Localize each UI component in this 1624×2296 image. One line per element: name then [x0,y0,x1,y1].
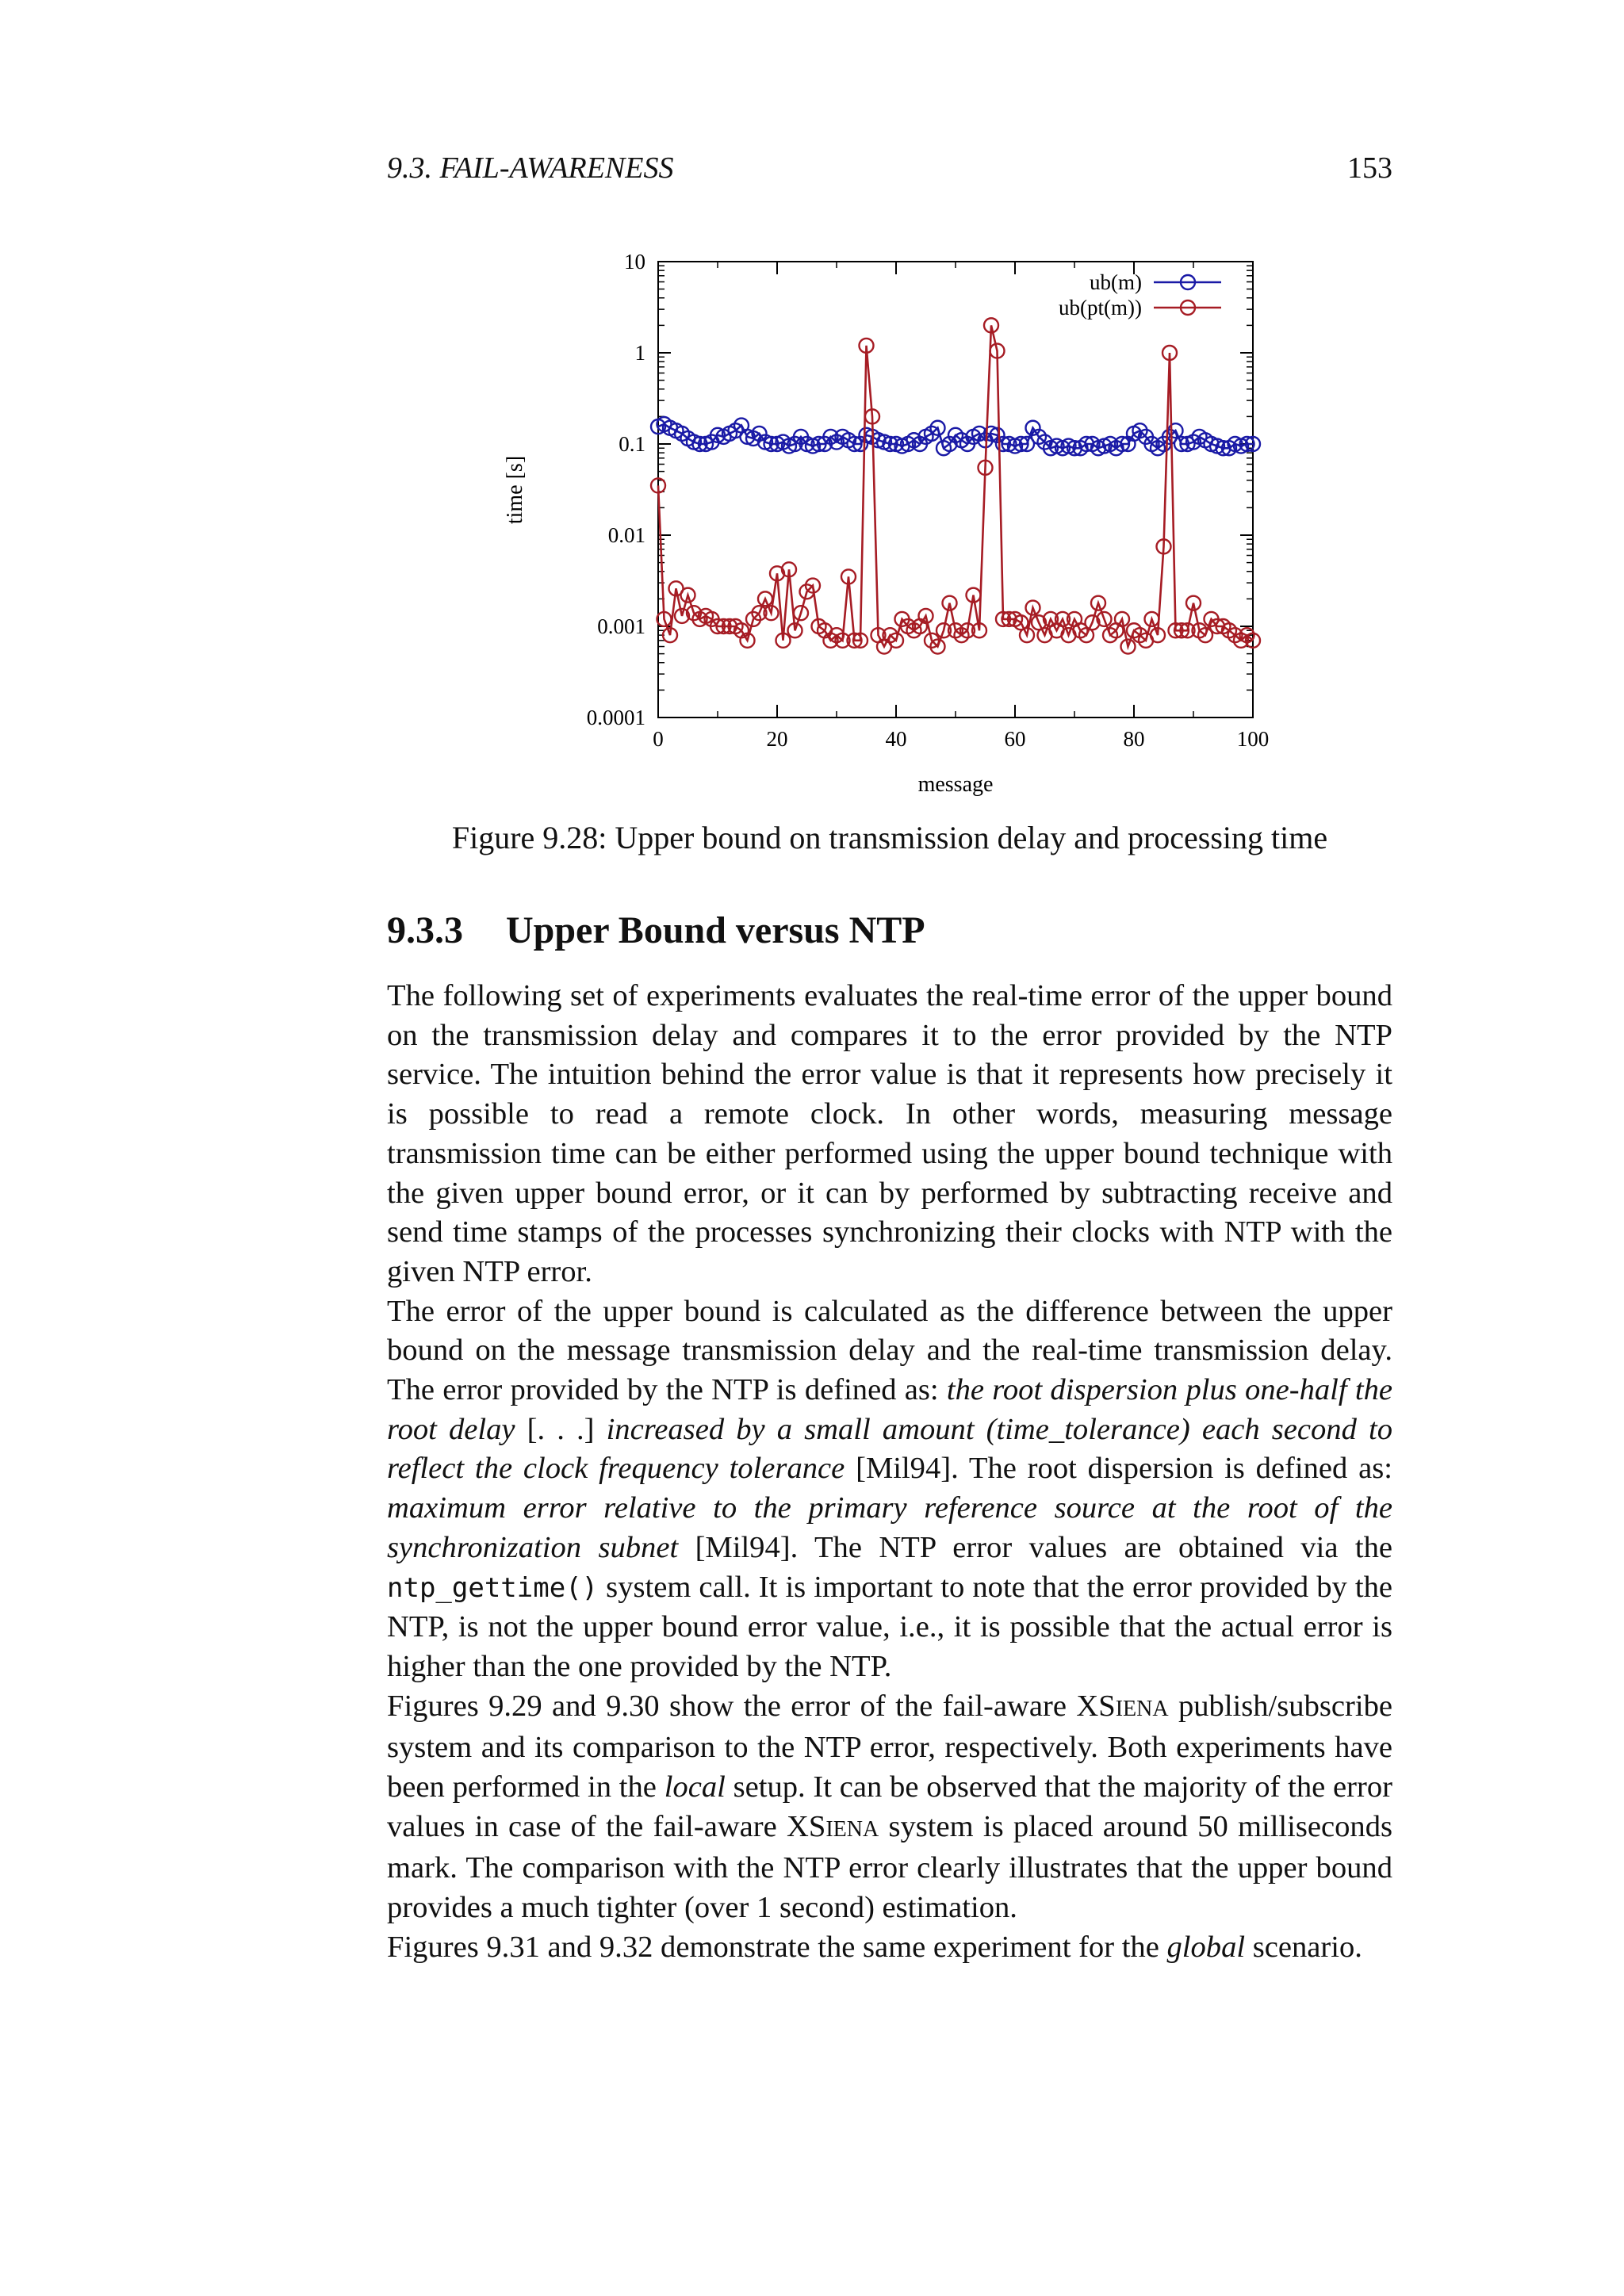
y-tick-label: 0.1 [619,432,645,456]
p2-quote-1: the root dispersion plus one-half the root delay [387,1373,1392,1446]
p4-emphasis-global: global [1166,1930,1246,1964]
p3-smallcaps-2-big: S [808,1809,826,1843]
legend-label: ub(pt(m)) [1059,296,1142,320]
figure-chart [476,238,1269,809]
y-tick-label: 0.001 [597,614,645,638]
section-number: 9.3.3 [387,909,463,951]
x-tick-label: 0 [653,727,664,751]
y-tick-label: 0.0001 [586,706,645,729]
p3-smallcaps-1-small: IENA [1115,1696,1169,1721]
chart-legend [1059,270,1221,320]
p2-code: ntp_gettime() [387,1571,599,1604]
p4-text-b: scenario. [1245,1930,1362,1964]
paragraph-2 [387,1292,1392,1687]
series-layer [651,318,1260,653]
p2-text-d: [Mil94]. The NTP error values are obtained via the [678,1530,1392,1564]
x-axis [653,262,1269,751]
p3-text-d: system is placed around 50 milliseconds mark. The comparison with the NTP error clearly illustrates that the upper bound provides a much tighter (over 1 second) estimation. [387,1809,1393,1925]
x-tick-label: 100 [1236,727,1269,751]
y-tick-label: 1 [634,341,645,365]
p3-emphasis-local: local [664,1770,726,1804]
p3-text-b: publish/subscribe system and its comparison to the NTP error, respectively. Both experiments have been performed in the [387,1689,1392,1804]
page-number: 153 [1347,151,1392,185]
section-heading [387,905,1392,956]
p3-smallcaps-2-small: IENA [825,1816,879,1842]
running-head-section: 9.3. FAIL-AWARENESS [387,151,674,185]
y-axis [587,250,1253,729]
figure-caption: Figure 9.28: Upper bound on transmission delay and processing time [451,820,1328,855]
paragraph-3 [387,1687,1392,1928]
running-head [387,147,1392,189]
x-tick-label: 60 [1004,727,1026,751]
paragraph-4 [387,1928,1392,1968]
x-tick-label: 40 [885,727,907,751]
plot-frame [658,262,1253,718]
p4-text-a: Figures 9.31 and 9.32 demonstrate the same experiment for the [387,1930,1167,1964]
body-text [387,977,1392,1968]
p3-smallcaps-1-big: S [1098,1689,1116,1723]
paragraph-1: The following set of experiments evaluates the real-time error of the upper bound on the transmission delay and compares it to the error provided by the NTP service. The intuition behind the error value is that it represents how precisely it is possible to read a remote clock. In other words, measuring message transmission time can be either performed using the upper bound technique with the given upper bound error, or it can by performed by subtracting receive and send time stamps of the processes synchronizing their clocks with NTP with the given NTP error. [387,979,1392,1288]
p3-text-a: Figures 9.29 and 9.30 show the error of the fail-aware X [387,1689,1099,1723]
x-tick-label: 20 [766,727,788,751]
p2-quote-2: increased by a small amount (time_tolerance) each second to reflect the clock frequency tolerance [387,1412,1392,1486]
x-axis-label: message [917,772,994,797]
y-tick-label: 0.01 [607,523,645,547]
p2-text-b: [. . .] [515,1412,607,1446]
p2-text-c: [Mil94]. The root dispersion is defined as: [845,1452,1392,1486]
p2-text-a: The error of the upper bound is calculated as the difference between the upper bound on the message transmission delay and the real-time transmission delay. The error provided by the NTP is defined as: [387,1294,1392,1407]
section-title: Upper Bound versus NTP [506,909,925,951]
p3-text-c: setup. It can be observed that the majority of the error values in case of the fail-aware X [387,1770,1392,1843]
p2-text-e: system call. It is important to note that the error provided by the NTP, is not the upper bound error value, i.e., it is possible that the actual error is higher than the one provided by the NTP. [387,1570,1392,1683]
p2-quote-3: maximum error relative to the primary reference source at the root of the synchronization subnet [387,1491,1392,1564]
x-tick-label: 80 [1123,727,1145,751]
y-axis-label: time [s] [503,455,527,525]
y-tick-label: 10 [624,250,645,274]
legend-label: ub(m) [1090,270,1142,294]
